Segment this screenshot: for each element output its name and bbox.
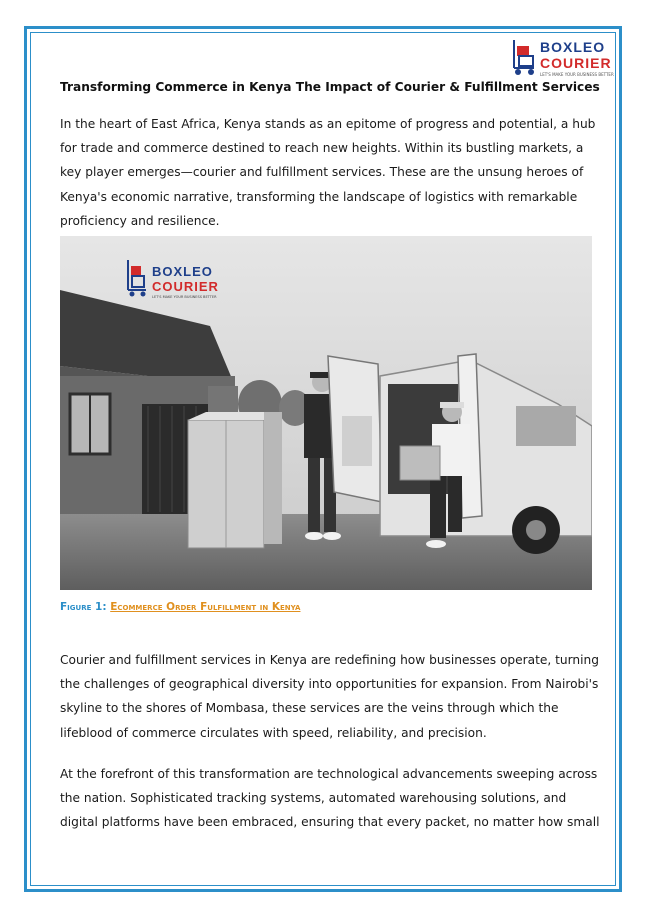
article-title: Transforming Commerce in Kenya The Impact of Courier & Fulfillment Services — [60, 80, 600, 94]
logo-brand-top: BOXLEO — [540, 39, 606, 55]
logo-brand-bottom: COURIER — [540, 55, 612, 71]
logo-tagline: LET'S MAKE YOUR BUSINESS BETTER — [540, 72, 614, 77]
figure-label: Figure 1: — [60, 601, 111, 613]
figure-link[interactable]: Ecommerce Order Fulfillment in Kenya — [110, 601, 301, 613]
paragraph-technology: At the forefront of this transformation are technological advancements sweeping across the nation. Sophisticated tracking systems, automated warehousing solutions, and digital platforms have been embraced, ensuring that every packet, no matter how small — [60, 767, 600, 830]
paragraph-intro: In the heart of East Africa, Kenya stands as an epitome of progress and potential, a hub for trade and commerce destined to reach new heights. Within its bustling markets, a key player emerges—courier and fulfillment services. These are the unsung heroes of Kenya's economic narrative, transforming the landscape of logistics with remarkable proficiency and resilience. — [60, 117, 596, 228]
boxleo-logo — [510, 36, 620, 80]
delivery-cart-icon — [510, 38, 538, 78]
photo-logo-bottom: COURIER — [152, 279, 219, 294]
paragraph-services: Courier and fulfillment services in Kenya are redefining how businesses operate, turning the challenges of geographical diversity into opportunities for expansion. From Nairobi's skyline to the shores of Mombasa, these services are the veins through which the lifeblood of commerce circulates with speed, reliability, and precision. — [60, 653, 600, 740]
photo-logo-tagline: LET'S MAKE YOUR BUSINESS BETTER — [152, 295, 217, 299]
photo-logo-top: BOXLEO — [152, 264, 213, 279]
delivery-photo — [60, 236, 592, 590]
delivery-photo-illustration — [60, 236, 592, 590]
figure-caption — [60, 601, 300, 613]
